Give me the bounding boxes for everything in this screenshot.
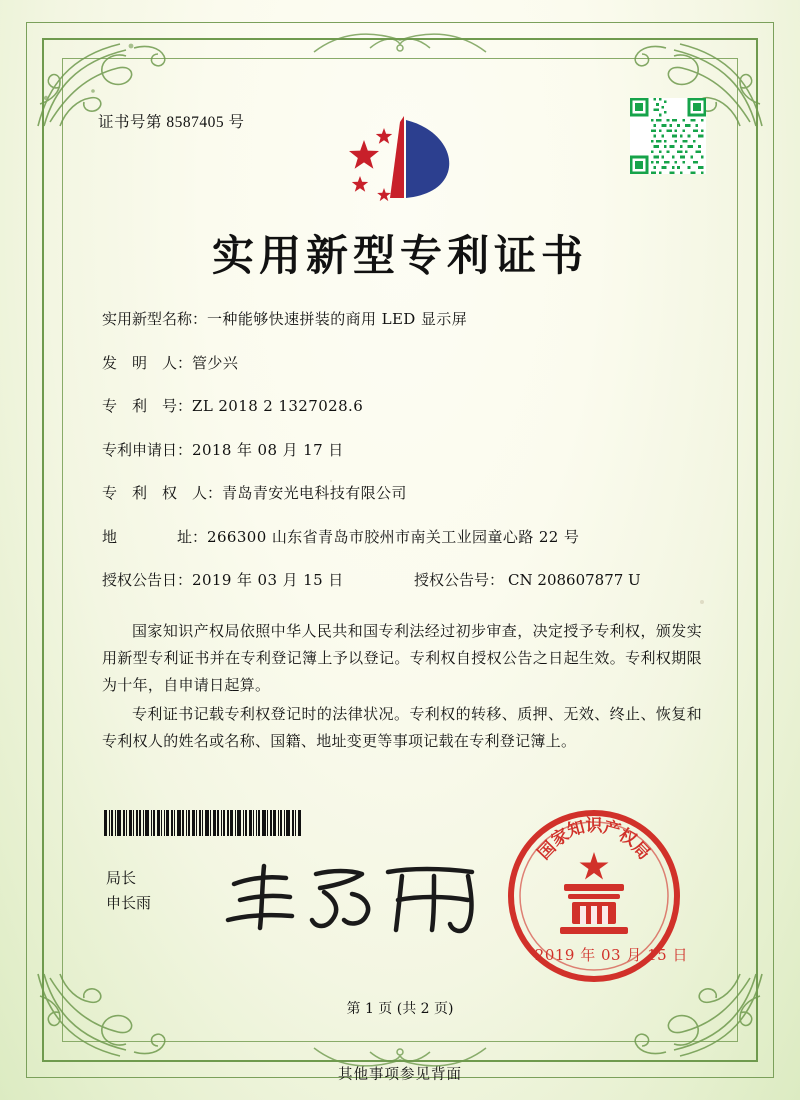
field-row bbox=[102, 308, 704, 329]
svg-text:产: 产 bbox=[601, 817, 623, 842]
field-row bbox=[102, 526, 704, 547]
svg-text:家: 家 bbox=[548, 825, 573, 851]
grant-row bbox=[102, 569, 704, 590]
field-row bbox=[102, 439, 704, 460]
field-value: 管少兴 bbox=[192, 353, 239, 372]
page-indicator: 第 1 页 (共 2 页) bbox=[346, 1001, 454, 1017]
svg-text:局: 局 bbox=[627, 837, 654, 864]
svg-text:国: 国 bbox=[534, 837, 561, 864]
signatory-name: 申长雨 bbox=[106, 894, 152, 912]
grant-date-label: 授权公告日： bbox=[102, 571, 193, 589]
field-label: 地 址： bbox=[102, 527, 208, 546]
field-label: 专利申请日： bbox=[102, 440, 193, 459]
footer-note: 其他事项参见背面 bbox=[338, 1067, 462, 1083]
sipo-logo-icon bbox=[320, 106, 480, 216]
legal-paragraph: 专利证书记载专利权登记时的法律状况。专利权的转移、质押、无效、终止、恢复和专利权人的姓名或名称、国籍、地址变更等事项记载在专利登记簿上。 bbox=[102, 705, 702, 750]
field-value: 266300 山东省青岛市胶州市南关工业园童心路 22 号 bbox=[207, 527, 580, 546]
qr-code bbox=[630, 98, 706, 174]
svg-text:识: 识 bbox=[585, 816, 603, 836]
field-value: 青岛青安光电科技有限公司 bbox=[222, 484, 407, 502]
field-row bbox=[102, 352, 704, 373]
field-label: 实用新型名称： bbox=[102, 310, 208, 328]
field-label: 专 利 号： bbox=[102, 397, 193, 415]
field-row bbox=[102, 395, 704, 416]
barcode bbox=[104, 810, 324, 836]
legal-paragraph: 国家知识产权局依照中华人民共和国专利法经过初步审查，决定授予专利权，颁发实用新型专利证书并在专利登记簿上予以登记。专利权自授权公告之日起生效。专利权期限为十年，自申请日起算。 bbox=[102, 622, 702, 694]
field-value: ZL 2018 2 1327028.6 bbox=[192, 397, 364, 415]
legal-text bbox=[102, 618, 702, 757]
certificate-content bbox=[62, 58, 738, 1042]
signature-block bbox=[106, 866, 151, 916]
signatory-role: 局长 bbox=[106, 869, 137, 887]
grant-date-value: 2019 年 03 月 15 日 bbox=[192, 571, 344, 589]
certificate-number: 证书号第 8587405 号 bbox=[98, 114, 245, 131]
field-value: 一种能够快速拼装的商用 LED 显示屏 bbox=[207, 310, 468, 328]
handwritten-signature-icon bbox=[220, 858, 510, 938]
seal-date: 2019 年 03 月 15 日 bbox=[534, 946, 688, 964]
field-value: 2018 年 08 月 17 日 bbox=[192, 440, 344, 459]
top-edge-ornament-icon bbox=[310, 24, 490, 58]
grant-number-value: CN 208607877 U bbox=[508, 571, 641, 589]
field-label: 专 利 权 人： bbox=[102, 484, 223, 502]
svg-text:权: 权 bbox=[615, 825, 640, 851]
field-row bbox=[102, 482, 704, 503]
field-list bbox=[102, 308, 704, 613]
page-title: 实用新型专利证书 bbox=[211, 231, 588, 280]
grant-number-label: 授权公告号： bbox=[414, 571, 505, 589]
field-label: 发 明 人： bbox=[102, 353, 193, 372]
svg-text:知: 知 bbox=[565, 817, 587, 842]
